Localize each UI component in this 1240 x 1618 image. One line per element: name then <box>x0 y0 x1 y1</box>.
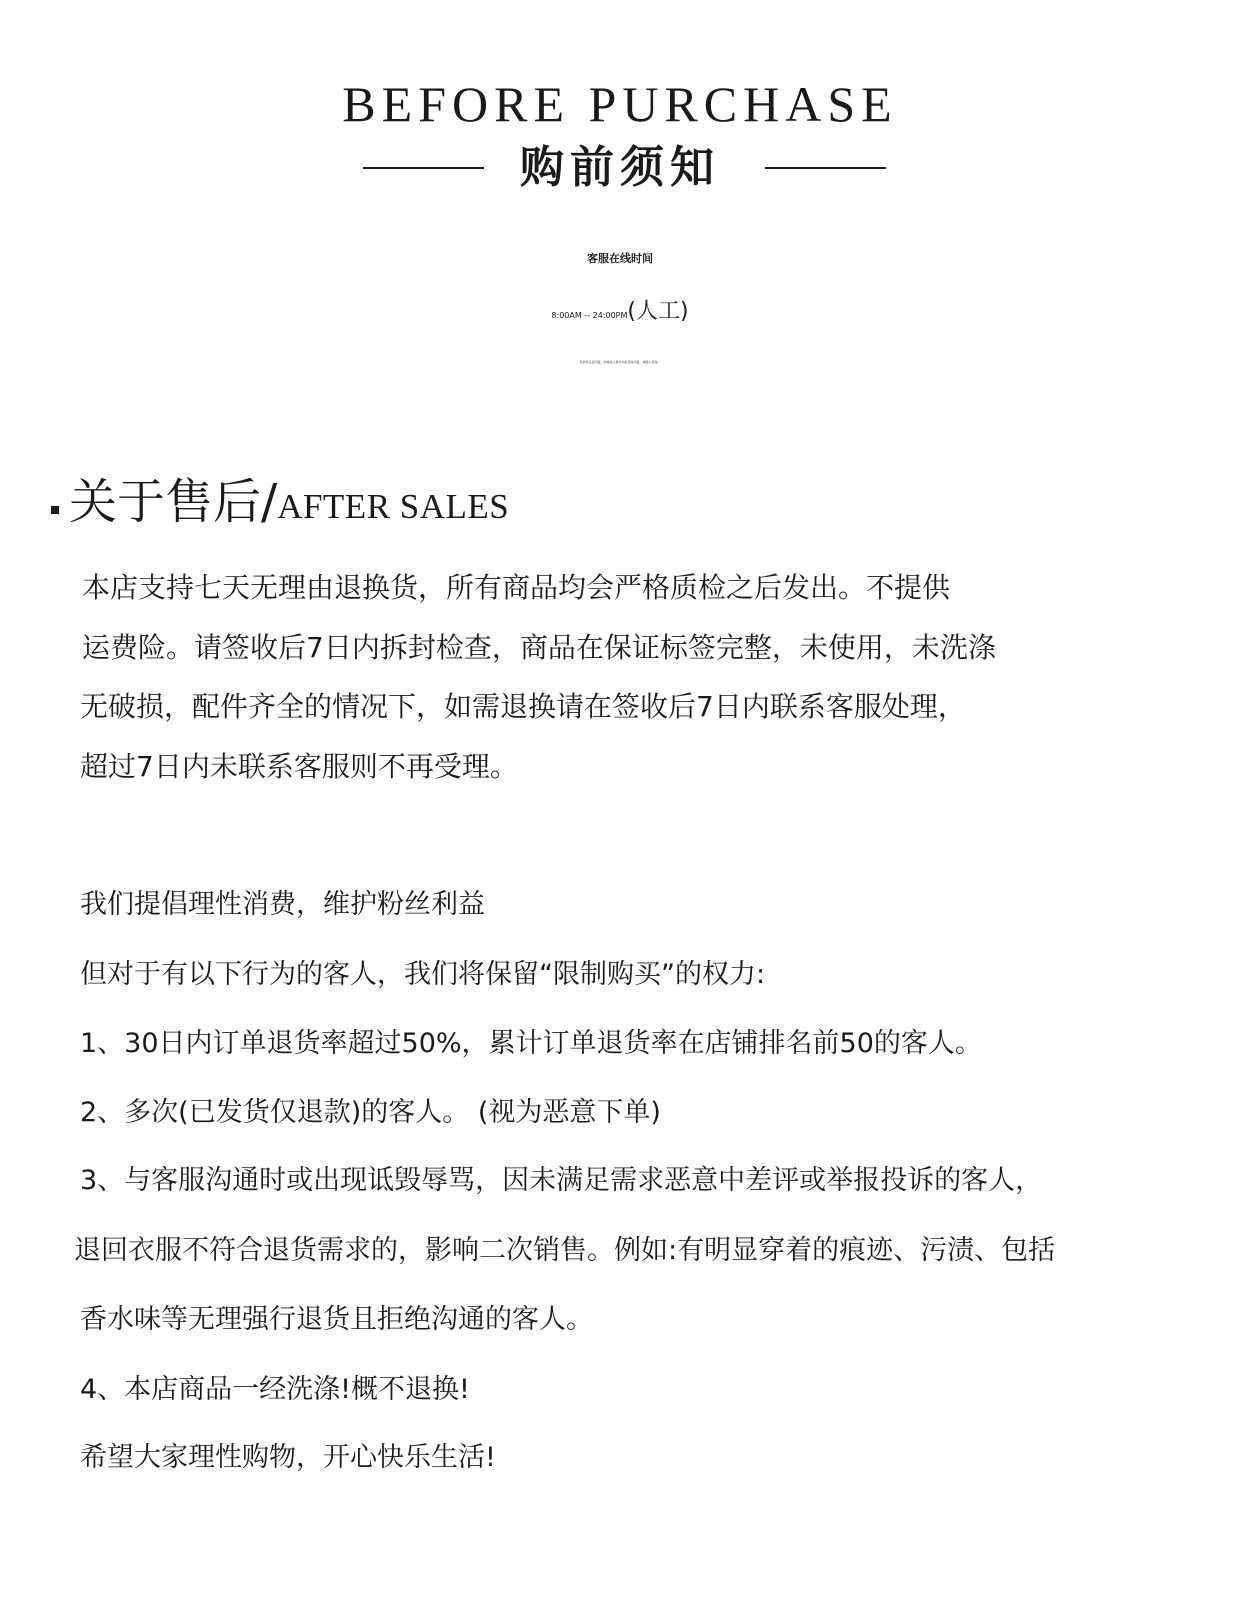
policy-line: 但对于有以下行为的客人，我们将保留“限制购买”的权力: <box>80 959 766 990</box>
service-hours-time-range: 8:00AM -- 24:00PM <box>551 311 628 320</box>
after-sales-paragraph-line: 本店支持七天无理由退换货，所有商品均会严格质检之后发出。不提供 <box>82 571 951 604</box>
policy-line: 退回衣服不符合退货需求的，影响二次销售。例如:有明显穿着的痕迹、污渍、包括 <box>74 1235 1056 1266</box>
service-hours-time-suffix: (人工) <box>627 299 689 324</box>
policy-line: 希望大家理性购物，开心快乐生活! <box>80 1442 496 1473</box>
after-sales-title-en: AFTER SALES <box>277 487 510 526</box>
service-hours-note: 有消息定会回复，如接待人数多未能及时回复，请耐心等待。 <box>579 360 661 364</box>
policy-line: 我们提倡理性消费，维护粉丝利益 <box>80 889 485 920</box>
after-sales-paragraph-line: 无破损，配件齐全的情况下，如需退换请在签收后7日内联系客服处理， <box>80 690 966 723</box>
service-hours-time <box>0 294 1240 334</box>
policy-line: 香水味等无理强行退货且拒绝沟通的客人。 <box>80 1304 593 1335</box>
service-hours-title: 客服在线时间 <box>587 252 653 265</box>
after-sales-paragraph-line: 运费险。请签收后7日内拆封检查，商品在保证标签完整，未使用，未洗涤 <box>82 631 996 664</box>
policy-line: 3、与客服沟通时或出现诋毁辱骂，因未满足需求恶意中差评或举报投诉的客人， <box>80 1165 1043 1196</box>
after-sales-heading <box>51 472 509 543</box>
heading-bullet-icon <box>51 506 59 514</box>
policy-line: 1、30日内订单退货率超过50%，累计订单退货率在店铺排名前50的客人。 <box>80 1028 982 1059</box>
after-sales-paragraph-line: 超过7日内未联系客服则不再受理。 <box>80 750 518 783</box>
header-divider-right <box>765 167 886 169</box>
policy-line: 2、多次(已发货仅退款)的客人。 (视为恶意下单) <box>80 1097 661 1128</box>
header-title-en: BEFORE PURCHASE <box>342 76 898 132</box>
policy-line: 4、本店商品一经洗涤!概不退换! <box>80 1374 470 1405</box>
header-title-cn: 购前须知 <box>520 142 720 193</box>
after-sales-title-cn: 关于售后/ <box>69 474 278 530</box>
